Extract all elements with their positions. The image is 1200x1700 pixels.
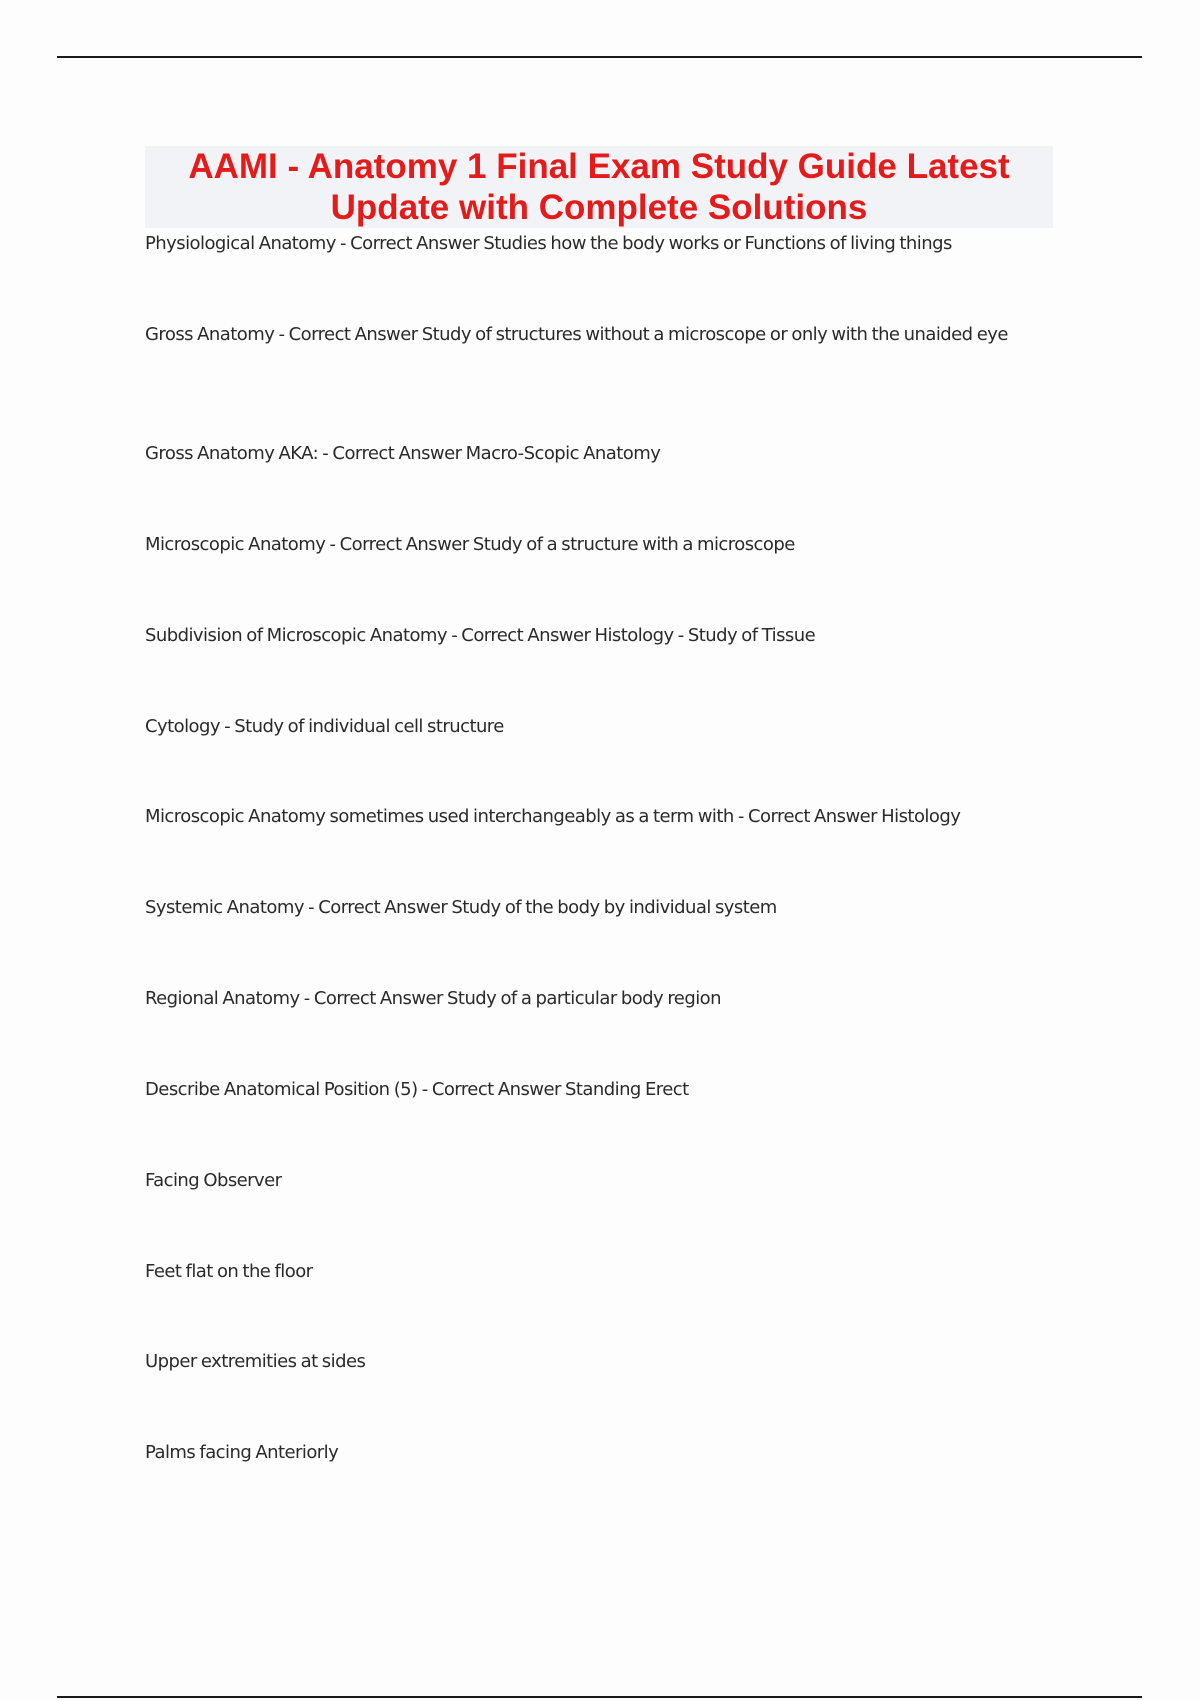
entry-physiological-anatomy: Physiological Anatomy - Correct Answer Studies how the body works or Functions of living things — [145, 233, 952, 254]
entry-palms-facing: Palms facing Anteriorly — [145, 1442, 339, 1463]
entry-gross-anatomy-aka: Gross Anatomy AKA: - Correct Answer Macro-Scopic Anatomy — [145, 443, 661, 464]
footer-rule — [57, 1696, 1142, 1698]
entry-cytology: Cytology - Study of individual cell structure — [145, 716, 504, 737]
entry-regional-anatomy: Regional Anatomy - Correct Answer Study of a particular body region — [145, 988, 721, 1009]
title-line-1: AAMI - Anatomy 1 Final Exam Study Guide Latest — [188, 147, 1010, 186]
entry-facing-observer: Facing Observer — [145, 1170, 282, 1191]
document-title — [145, 146, 1053, 228]
entry-upper-extremities: Upper extremities at sides — [145, 1351, 366, 1372]
entry-subdivision-microscopic: Subdivision of Microscopic Anatomy - Correct Answer Histology - Study of Tissue — [145, 625, 816, 646]
entry-gross-anatomy: Gross Anatomy - Correct Answer Study of structures without a microscope or only with the unaided eye — [145, 324, 1008, 345]
entry-feet-flat: Feet flat on the floor — [145, 1261, 313, 1282]
entry-microscopic-anatomy: Microscopic Anatomy - Correct Answer Study of a structure with a microscope — [145, 534, 795, 555]
entry-microscopic-interchangeable: Microscopic Anatomy sometimes used interchangeably as a term with - Correct Answer Histology — [145, 806, 961, 827]
entry-systemic-anatomy: Systemic Anatomy - Correct Answer Study of the body by individual system — [145, 897, 777, 918]
header-rule — [57, 56, 1142, 58]
entry-anatomical-position: Describe Anatomical Position (5) - Correct Answer Standing Erect — [145, 1079, 689, 1100]
title-line-2: Update with Complete Solutions — [330, 188, 868, 227]
